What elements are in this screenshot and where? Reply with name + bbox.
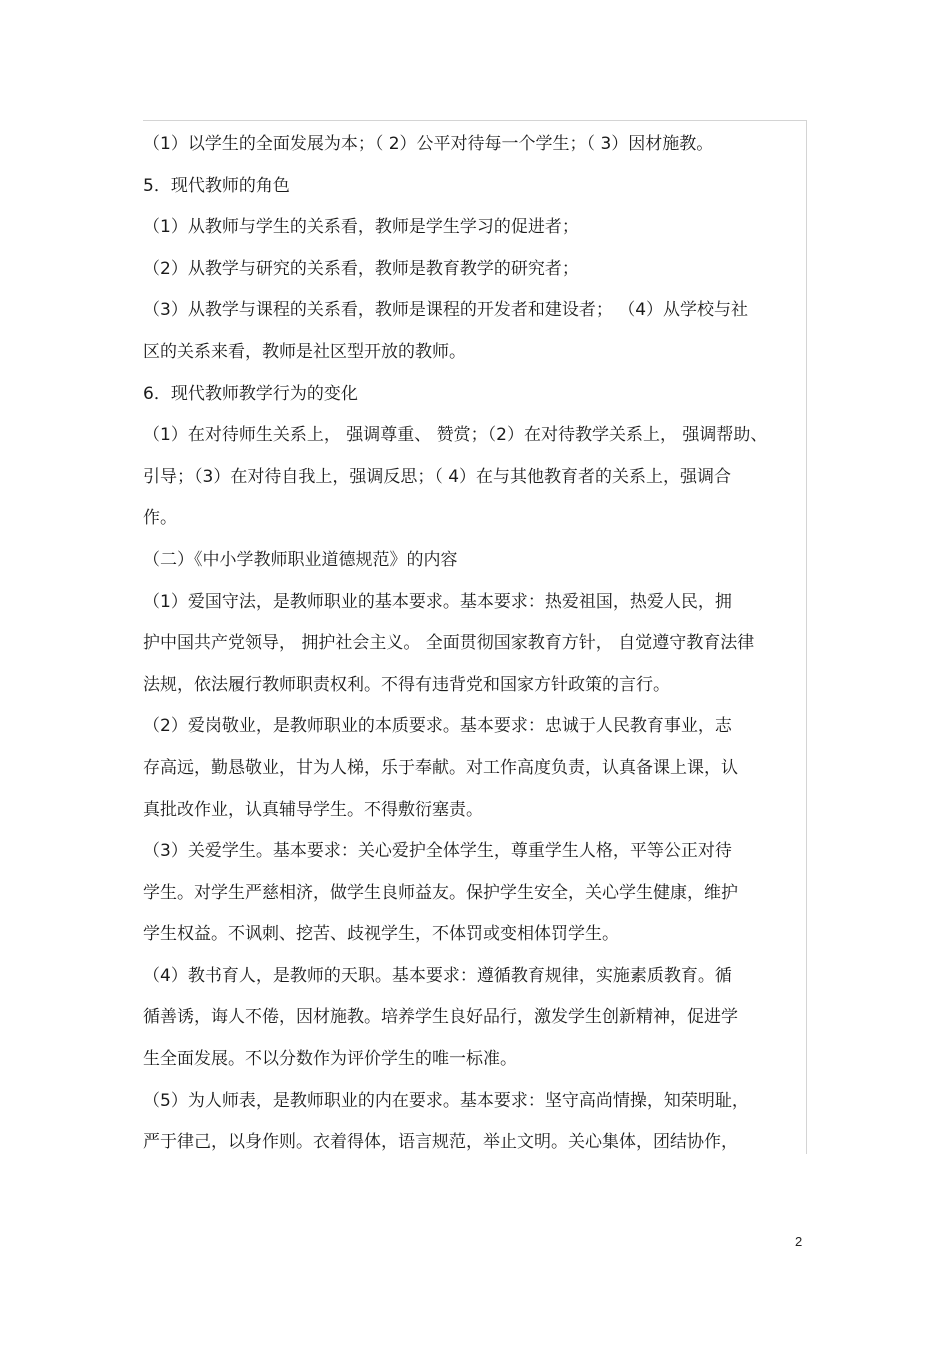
text-line: 真批改作业，认真辅导学生。不得敷衍塞责。 xyxy=(143,799,483,820)
text-line: （1）在对待师生关系上， 强调尊重、 赞赏；（2）在对待教学关系上， 强调帮助、 xyxy=(143,425,768,446)
text-line: 区的关系来看，教师是社区型开放的教师。 xyxy=(143,341,466,362)
frame-right-border xyxy=(806,120,807,1154)
text-line: 严于律己，以身作则。衣着得体，语言规范，举止文明。关心集体，团结协作， xyxy=(143,1132,738,1153)
text-line: （3）关爱学生。基本要求：关心爱护全体学生，尊重学生人格，平等公正对待 xyxy=(143,841,732,862)
text-line: （1）以学生的全面发展为本；（ 2）公平对待每一个学生；（ 3）因材施教。 xyxy=(143,134,714,154)
text-line: 护中国共产党领导， 拥护社会主义。 全面贯彻国家教育方针， 自觉遵守教育法律 xyxy=(143,633,755,654)
document-body xyxy=(143,124,803,1164)
text-line: 学生。对学生严慈相济，做学生良师益友。保护学生安全，关心学生健康，维护 xyxy=(143,882,738,903)
frame-top-border xyxy=(143,120,807,121)
text-line: （3）从教学与课程的关系看，教师是课程的开发者和建设者； （4）从学校与社 xyxy=(143,300,749,321)
text-line: （5）为人师表，是教师职业的内在要求。基本要求：坚守高尚情操，知荣明耻， xyxy=(143,1090,749,1111)
section-heading: 6．现代教师教学行为的变化 xyxy=(143,383,358,404)
section-heading: 5．现代教师的角色 xyxy=(143,175,290,196)
text-line: 存高远，勤恳敬业，甘为人梯，乐于奉献。对工作高度负责，认真备课上课，认 xyxy=(143,757,738,778)
page-number: 2 xyxy=(795,1234,803,1249)
text-line: 引导；（3）在对待自我上，强调反思；（ 4）在与其他教育者的关系上，强调合 xyxy=(143,466,732,487)
text-line: （1）从教师与学生的关系看，教师是学生学习的促进者； xyxy=(143,217,579,238)
text-line: 生全面发展。不以分数作为评价学生的唯一标准。 xyxy=(143,1049,517,1070)
text-line: 作。 xyxy=(143,508,177,529)
text-line: 法规，依法履行教师职责权利。不得有违背党和国家方针政策的言行。 xyxy=(143,674,670,695)
text-line: （2）爱岗敬业，是教师职业的本质要求。基本要求：忠诚于人民教育事业，志 xyxy=(143,716,732,737)
section-heading: （二）《中小学教师职业道德规范》的内容 xyxy=(143,549,458,570)
text-line: 循善诱，诲人不倦，因材施教。培养学生良好品行，激发学生创新精神，促进学 xyxy=(143,1007,738,1028)
text-line: （2）从教学与研究的关系看，教师是教育教学的研究者； xyxy=(143,258,579,279)
text-line: （4）教书育人，是教师的天职。基本要求：遵循教育规律，实施素质教育。循 xyxy=(143,965,732,986)
text-line: （1）爱国守法，是教师职业的基本要求。基本要求：热爱祖国，热爱人民，拥 xyxy=(143,591,732,612)
text-line: 学生权益。不讽刺、挖苦、歧视学生，不体罚或变相体罚学生。 xyxy=(143,924,619,945)
